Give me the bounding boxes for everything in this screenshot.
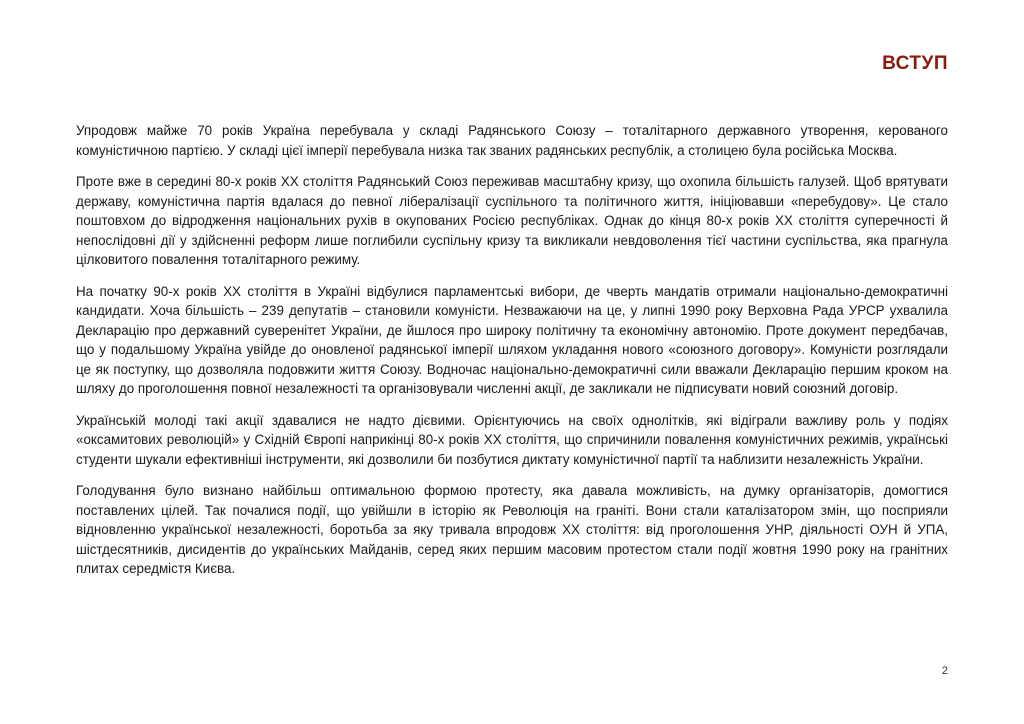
paragraph: На початку 90-х років ХХ століття в Україні відбулися парламентські вибори, де чверть мандатів отримали національно-демократичні кандидати. Хоча більшість – 239 депутатів – становили комуністи. Незважаючи на це, у липні 1990 року Верховна Рада УРСР ухвалила Декларацію про державний суверенітет України, де йшлося про широку політичну та економічну автономію. Проте документ передбачав, що у подальшому Україна увійде до оновленої радянської імперії шляхом укладання нового «союзного договору». Комуністи розглядали це як поступку, що дозволяла подовжити життя Союзу. Водночас національно-демократичні сили вважали Декларацію першим кроком на шляху до проголошення повної незалежності та організовували численні акції, де закликали не підписувати новий союзний договір. (76, 283, 948, 396)
body-text (76, 121, 948, 591)
paragraph: Проте вже в середині 80-х років ХХ століття Радянський Союз переживав масштабну кризу, що охопила більшість галузей. Щоб врятувати державу, комуністична партія вдалася до певної лібералізації суспільного та політичного життя, ініціювавши «перебудову». Це стало поштовхом до відродження національних рухів в окупованих Росією республіках. Однак до кінця 80-х років ХХ століття суперечності й непослідовні дії у здійсненні реформ лише поглибили суспільну кризу та викликали невдоволення тієї частини суспільства, яка прагнула цілковитого повалення тоталітарного режиму. (76, 174, 948, 267)
page-number: 2 (941, 665, 948, 677)
paragraph: Українській молоді такі акції здавалися не надто дієвими. Орієнтуючись на своїх однолітків, які відіграли важливу роль у подіях «оксамитових революцій» у Східній Європі наприкінці 80-х років ХХ століття, що спричинили повалення комуністичних режимів, українські студенти шукали ефективніші інструменти, які дозволили би позбутися диктату комуністичної партії та наблизити незалежність України. (76, 412, 948, 467)
paragraph: Голодування було визнано найбільш оптимальною формою протесту, яка давала можливість, на думку організаторів, домогтися поставлених цілей. Так почалися події, що увійшли в історію як Революція на граніті. Вони стали каталізатором змін, що посприяли відновленню української незалежності, боротьба за яку тривала впродовж ХХ століття: від проголошення УНР, діяльності ОУН й УПА, шістдесятників, дисидентів до українських Майданів, серед яких першим масовим протестом стали події жовтня 1990 року на гранітних плитах середмістя Києва. (76, 483, 948, 576)
paragraph: Упродовж майже 70 років Україна перебувала у складі Радянського Союзу – тоталітарного державного утворення, керованого комуністичною партією. У складі цієї імперії перебувала низка так званих радянських республік, а столицею була російська Москва. (76, 123, 948, 158)
page-heading: ВСТУП (882, 53, 948, 74)
